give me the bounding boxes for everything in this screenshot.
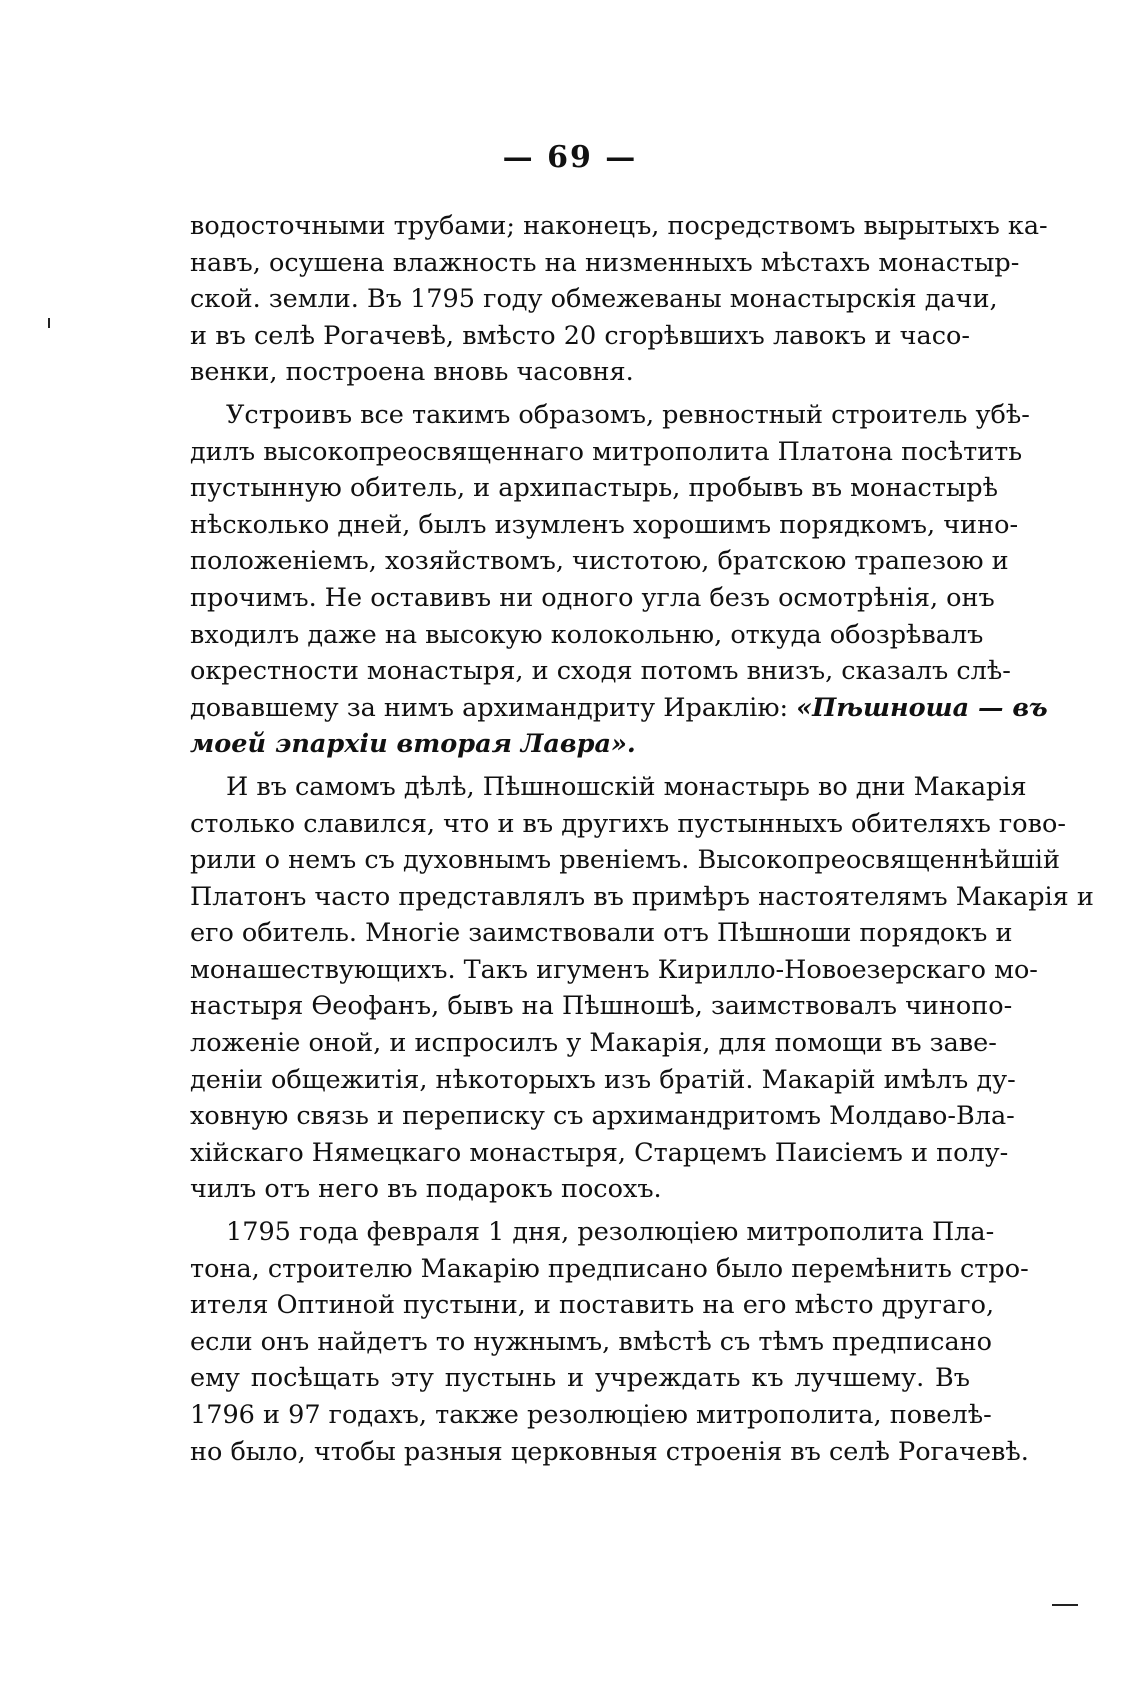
text-line: его обитель. Многіе заимствовали отъ Пѣшноши порядокъ и [190, 918, 1013, 949]
text-line: столько славился, что и въ другихъ пустынныхъ обителяхъ гово- [190, 808, 1066, 839]
text-line: положеніемъ, хозяйствомъ, чистотою, братскою трапезою и [190, 546, 1009, 577]
paragraph-2 [190, 397, 1048, 763]
text-line: окрестности монастыря, и сходя потомъ внизъ, сказалъ слѣ- [190, 656, 1011, 687]
text-line: Устроивъ все такимъ образомъ, ревностный строитель убѣ- [226, 399, 1030, 430]
text-line: ителя Оптиной пустыни, и поставить на его мѣсто другаго, [190, 1290, 995, 1321]
text-line: но было, чтобы разныя церковныя строенія въ селѣ Рогачевѣ. [190, 1436, 1029, 1467]
text-line: тона, строителю Макарію предписано было перемѣнить стро- [190, 1253, 1029, 1284]
text-line: если онъ найдетъ то нужнымъ, вмѣстѣ съ тѣмъ предписано [190, 1326, 992, 1357]
text-line: Платонъ часто представлялъ въ примѣръ настоятелямъ Макарія и [190, 881, 1094, 912]
text-line: дилъ высокопреосвященнаго митрополита Платона посѣтить [190, 436, 1023, 467]
quote-text: «Пѣшноша — въ [796, 692, 1048, 723]
text-line: ему посѣщать эту пустынь и учреждать къ лучшему. Въ [190, 1363, 970, 1394]
paragraph-3 [190, 769, 1094, 1208]
paragraph-1 [190, 208, 1048, 391]
text-line: 1795 года февраля 1 дня, резолюціею митрополита Пла- [226, 1217, 995, 1248]
text-line: хійскаго Нямецкаго монастыря, Старцемъ Паисіемъ и полу- [190, 1137, 1009, 1168]
scan-artifact-mark [1052, 1604, 1078, 1606]
text-line: водосточными трубами; наконецъ, посредствомъ вырытыхъ ка- [190, 211, 1048, 241]
text-line [190, 726, 970, 763]
text-line: навъ, осушена влажность на низменныхъ мѣстахъ монастыр- [190, 247, 1020, 278]
text-line: чилъ отъ него въ подарокъ посохъ. [190, 1174, 662, 1205]
text-line: ложеніе оной, и испросилъ у Макарія, для помощи въ заве- [190, 1028, 997, 1059]
paragraph-4 [190, 1214, 1029, 1470]
quote-text: моей эпархіи вторая Лавра». [190, 729, 636, 760]
text-line: и въ селѣ Рогачевѣ, вмѣсто 20 сгорѣвшихъ лавокъ и часо- [190, 320, 970, 351]
text-line: входилъ даже на высокую колокольню, откуда обозрѣвалъ [190, 619, 984, 650]
text-line: 1796 и 97 годахъ, также резолюціею митрополита, повелѣ- [190, 1400, 992, 1430]
text-line [190, 690, 1048, 727]
text-line: рили о немъ съ духовнымъ рвеніемъ. Высокопреосвященнѣйшій [190, 845, 1060, 876]
page-text [190, 208, 1094, 1470]
scan-artifact-mark [48, 318, 50, 328]
text-line: ской. земли. Въ 1795 году обмежеваны монастырскія дачи, [190, 284, 998, 315]
text-line: настыря Ѳеофанъ, бывъ на Пѣшношѣ, заимствовалъ чинопо- [190, 991, 1013, 1022]
text-line: деніи общежитія, нѣкоторыхъ изъ братій. Макарій имѣлъ ду- [190, 1064, 1016, 1095]
text-line: И въ самомъ дѣлѣ, Пѣшношскій монастырь во дни Макарія [226, 771, 1027, 802]
text-line: монашествующихъ. Такъ игуменъ Кирилло-Новоезерскаго мо- [190, 954, 1038, 985]
text-fragment: довавшему за нимъ архимандриту Ираклію: [190, 692, 789, 723]
text-line: ховную связь и переписку съ архимандритомъ Молдаво-Вла- [190, 1101, 1015, 1132]
page-number: — 69 — [502, 140, 638, 175]
text-line: пустынную обитель, и архипастырь, пробывъ въ монастырѣ [190, 473, 998, 504]
text-line: венки, построена вновь часовня. [190, 357, 634, 388]
text-line: прочимъ. Не оставивъ ни одного угла безъ осмотрѣнія, онъ [190, 582, 995, 613]
text-line: нѣсколько дней, былъ изумленъ хорошимъ порядкомъ, чино- [190, 509, 1019, 540]
